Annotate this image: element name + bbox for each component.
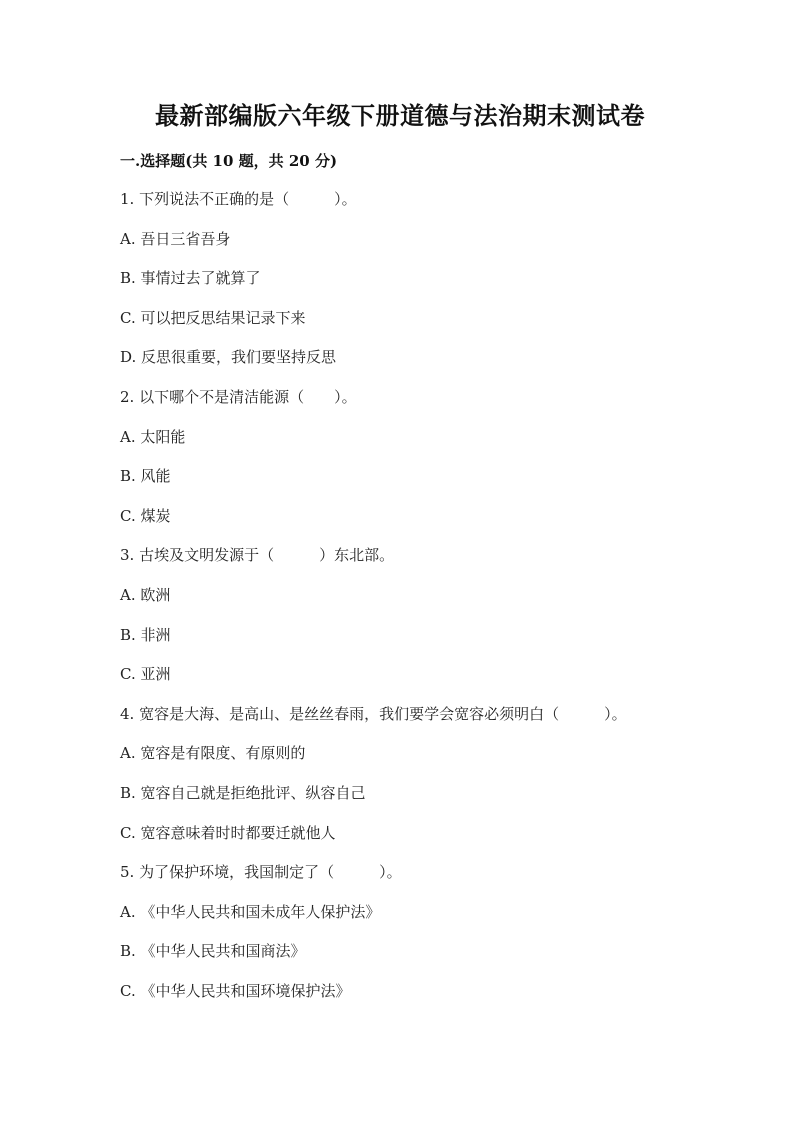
question-1-option-d: D. 反思很重要，我们要坚持反思 — [120, 348, 337, 367]
question-1-option-c: C. 可以把反思结果记录下来 — [120, 308, 306, 327]
question-2-stem: 2. 以下哪个不是清洁能源（ ）。 — [120, 387, 357, 406]
question-1-stem: 1. 下列说法不正确的是（ ）。 — [120, 190, 357, 208]
question-5-option-c: C. 《中华人民共和国环境保护法》 — [120, 981, 351, 1000]
question-list — [120, 188, 720, 1019]
question-2-option-b: B. 风能 — [120, 467, 171, 486]
question-4-option-c: C. 宽容意味着时时都要迁就他人 — [120, 823, 336, 842]
question-1-option-a: A. 吾日三省吾身 — [120, 229, 231, 248]
question-3-option-c: C. 亚洲 — [120, 665, 171, 684]
question-3-stem: 3. 古埃及文明发源于（ ）东北部。 — [120, 546, 395, 565]
question-3-option-b: B. 非洲 — [120, 625, 171, 644]
question-5-stem: 5. 为了保护环境，我国制定了（ ）。 — [120, 863, 402, 882]
question-4-option-b: B. 宽容自己就是拒绝批评、纵容自己 — [120, 783, 366, 802]
question-1-option-b: B. 事情过去了就算了 — [120, 269, 261, 288]
question-2-option-c: C. 煤炭 — [120, 506, 171, 525]
question-5-option-b: B. 《中华人民共和国商法》 — [120, 942, 306, 961]
question-5-option-a: A. 《中华人民共和国未成年人保护法》 — [120, 902, 381, 921]
page-title: 最新部编版六年级下册道德与法治期末测试卷 — [155, 101, 645, 130]
question-2-option-a: A. 太阳能 — [120, 427, 186, 446]
question-3-option-a: A. 欧洲 — [120, 585, 171, 604]
question-4-stem: 4. 宽容是大海、是高山、是丝丝春雨，我们要学会宽容必须明白（ ）。 — [120, 704, 627, 723]
question-4-option-a: A. 宽容是有限度、有原则的 — [120, 744, 306, 763]
section-heading: 一.选择题(共 10 题，共 20 分) — [120, 152, 338, 170]
